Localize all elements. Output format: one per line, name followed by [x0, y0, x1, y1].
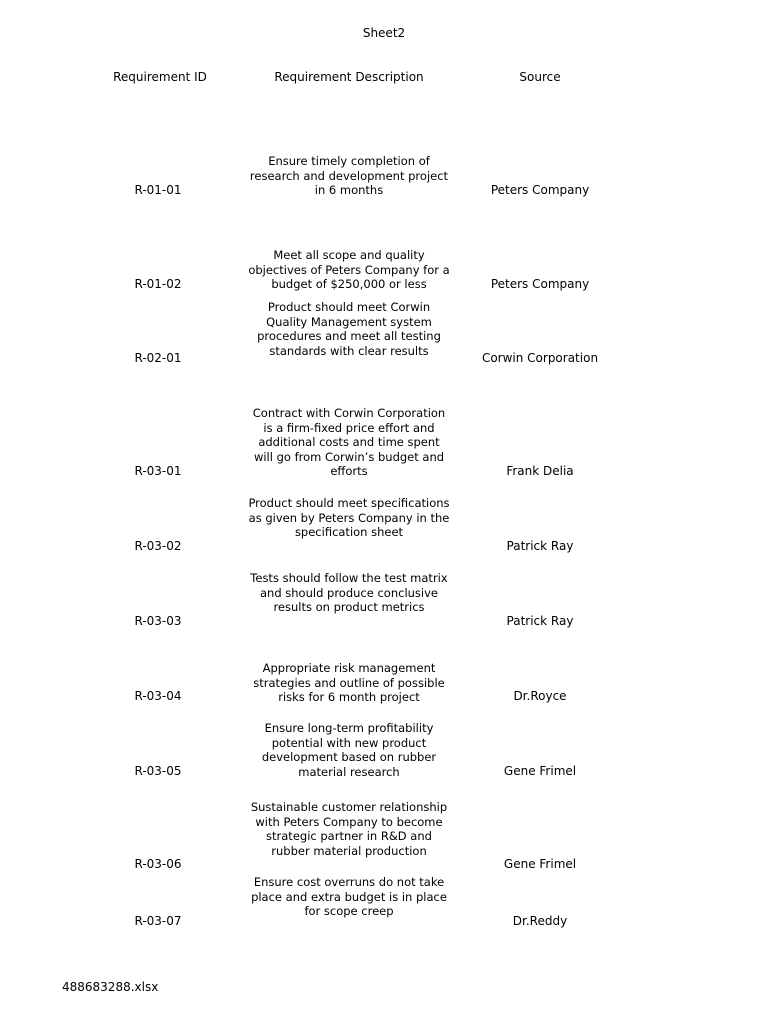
sheet-title: Sheet2	[362, 26, 406, 40]
requirement-description-cell: Product should meet Corwin Quality Management system procedures and meet all testing standards with clear results	[257, 300, 441, 358]
source-cell: Dr.Reddy	[512, 914, 568, 928]
requirement-description-cell: Product should meet specifications as given by Peters Company in the specification sheet	[248, 496, 450, 540]
source-cell: Patrick Ray	[506, 614, 574, 628]
requirement-description-cell: Tests should follow the test matrix and should produce conclusive results on product metrics	[250, 571, 448, 615]
requirement-id-cell: R-03-03	[134, 614, 182, 628]
source-cell: Frank Delia	[506, 464, 574, 478]
column-header-requirement-description: Requirement Description	[274, 70, 424, 84]
requirement-id-cell: R-03-06	[134, 857, 182, 871]
column-header-source: Source	[519, 70, 561, 84]
requirement-id-cell: R-02-01	[134, 351, 182, 365]
requirement-description-cell: Ensure timely completion of research and development project in 6 months	[249, 154, 449, 198]
requirement-id-cell: R-01-01	[134, 183, 182, 197]
source-cell: Dr.Royce	[513, 689, 567, 703]
source-cell: Peters Company	[490, 277, 590, 291]
requirement-id-cell: R-03-07	[134, 914, 182, 928]
source-cell: Patrick Ray	[506, 539, 574, 553]
column-header-requirement-id: Requirement ID	[113, 70, 207, 84]
source-cell: Gene Frimel	[503, 764, 577, 778]
footer-filename: 488683288.xlsx	[62, 980, 159, 994]
requirement-description-cell: Sustainable customer relationship with Peters Company to become strategic partner in R&D and rubber material production	[250, 800, 448, 858]
requirement-description-cell: Meet all scope and quality objectives of Peters Company for a budget of $250,000 or less	[248, 248, 450, 292]
source-cell: Corwin Corporation	[481, 351, 599, 365]
requirement-id-cell: R-03-01	[134, 464, 182, 478]
requirement-id-cell: R-01-02	[134, 277, 182, 291]
requirement-id-cell: R-03-05	[134, 764, 182, 778]
requirement-description-cell: Appropriate risk management strategies and outline of possible risks for 6 month project	[253, 661, 445, 705]
source-cell: Gene Frimel	[503, 857, 577, 871]
requirement-id-cell: R-03-02	[134, 539, 182, 553]
requirement-id-cell: R-03-04	[134, 689, 182, 703]
requirement-description-cell: Ensure cost overruns do not take place and extra budget is in place for scope creep	[251, 875, 447, 919]
requirement-description-cell: Contract with Corwin Corporation is a firm-fixed price effort and additional costs and time spent will go from Corwin’s budget and efforts	[252, 406, 446, 479]
source-cell: Peters Company	[490, 183, 590, 197]
requirement-description-cell: Ensure long-term profitability potential with new product development based on rubber material research	[261, 721, 437, 779]
